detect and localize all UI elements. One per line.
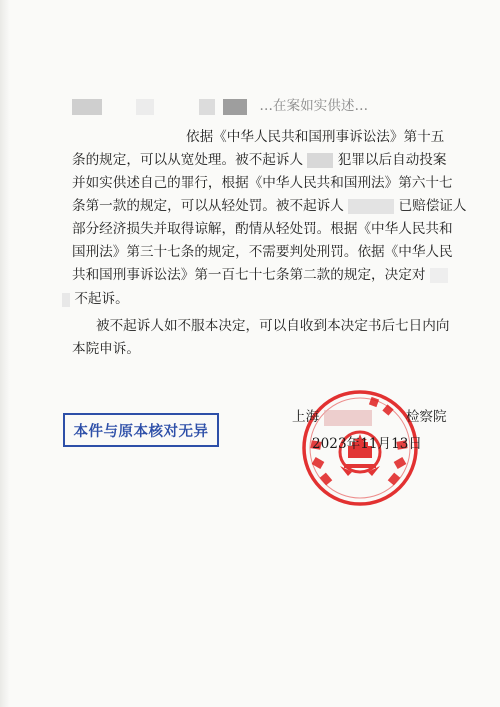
para1-line-6: 国刑法》第三十七条的规定，不需要判处刑罚。依据《中华人民 — [72, 244, 453, 260]
redaction-block — [136, 99, 154, 115]
issuer-prefix: 上海 — [292, 409, 320, 425]
redaction-block — [324, 410, 372, 426]
para1-line-2: 条的规定，可以从宽处理。被不起诉人 犯罪以后自动投案 — [72, 152, 447, 168]
issuer-suffix: 检察院 — [405, 409, 447, 425]
top-partial-text: …在案如实供述… — [259, 98, 369, 114]
issuer-line — [292, 405, 447, 426]
para2-line-1: 被不起诉人如不服本决定，可以自收到本决定书后七日内向 — [96, 318, 450, 334]
issue-date: 2023年11月13日 — [312, 436, 422, 452]
para1-line-7: 共和国刑事诉讼法》第一百七十七条第二款的规定，决定对 — [72, 263, 448, 283]
redaction-block — [62, 293, 70, 307]
redaction-block — [223, 99, 247, 115]
redaction-block — [430, 268, 448, 283]
date-line — [312, 432, 422, 452]
page-fold-shadow — [0, 0, 10, 707]
para2-line-2: 本院申诉。 — [72, 341, 140, 357]
redaction-block — [348, 199, 394, 214]
para1-line-8: 不起诉。 — [62, 287, 129, 307]
para1-line-5: 部分经济损失并取得谅解，酌情从轻处罚。根据《中华人民共和 — [72, 221, 453, 237]
para1-line-1: 依据《中华人民共和国刑事诉讼法》第十五 — [186, 129, 445, 145]
redaction-block — [72, 99, 102, 115]
redaction-block — [199, 99, 215, 115]
top-partial-line — [72, 94, 368, 115]
para1-line-3: 并如实供述自己的罪行，根据《中华人民共和国刑法》第六十七 — [72, 175, 453, 191]
copy-verified-stamp: 本件与原本核对无异 — [63, 413, 219, 447]
para1-line-4: 条第一款的规定，可以从轻处罚。被不起诉人 已赔偿证人 — [72, 198, 467, 214]
redaction-block — [307, 153, 333, 168]
